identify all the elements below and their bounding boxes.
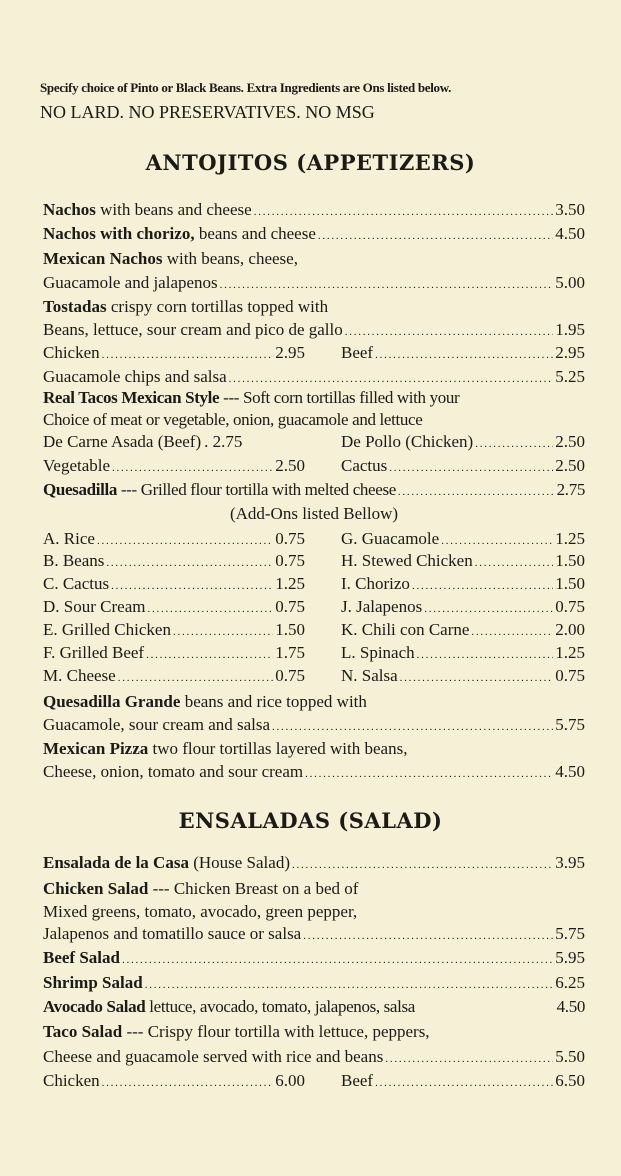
addon-name: L. Spinach [341, 643, 415, 662]
item-name: Guacamole chips and salsa [43, 367, 227, 386]
menu-item-mexican-pizza [43, 737, 585, 761]
item-price: 5.75 [555, 715, 585, 734]
item-desc: Beans, lettuce, sour cream and pico de gallo [43, 320, 343, 339]
addons-note [43, 502, 585, 526]
option-price: 2.50 [555, 432, 585, 451]
option-name: Vegetable [43, 456, 111, 475]
option-name: Chicken [43, 343, 100, 362]
section-heading-appetizers: ANTOJITOS (APPETIZERS) [145, 150, 476, 175]
item-price: 5.75 [555, 924, 585, 943]
addon-row [43, 618, 585, 642]
menu-item-tostadas-line2 [43, 318, 585, 342]
option-name: Cactus [341, 456, 388, 475]
item-price: 3.95 [555, 853, 585, 872]
menu-item-taco-salad-options [43, 1069, 585, 1093]
addon-price: 0.75 [275, 597, 305, 616]
menu-item-nachos [43, 198, 585, 222]
addon-price: 1.50 [275, 620, 305, 639]
item-name: Ensalada de la Casa [43, 853, 189, 872]
addon-row [43, 527, 585, 551]
dot-leader [475, 430, 553, 456]
menu-item-chicken-salad-line3 [43, 922, 585, 946]
menu-item-mexican-pizza-line2 [43, 760, 585, 784]
addon-name: J. Jalapenos [341, 597, 423, 616]
item-name: Quesadilla Grande [43, 692, 181, 711]
addon-name: N. Salsa [341, 666, 398, 685]
item-name: Taco Salad [43, 1022, 123, 1041]
item-desc: (House Salad) [188, 853, 290, 872]
dot-leader [318, 222, 553, 248]
item-desc: --- Soft corn tortillas filled with your [219, 388, 460, 407]
menu-item-tacos-options-1 [43, 430, 585, 454]
option-name: Chicken [43, 1071, 100, 1090]
dot-leader [112, 454, 273, 480]
item-desc: lettuce, avocado, tomato, jalapenos, salsa [145, 997, 415, 1016]
dot-leader [398, 478, 555, 504]
menu-item-real-tacos-line2 [43, 408, 585, 432]
option-name: Beef [341, 1071, 374, 1090]
addon-price: 1.25 [275, 574, 305, 593]
item-price: 5.00 [555, 273, 585, 292]
item-desc: two flour tortillas layered with beans, [148, 739, 408, 758]
addon-name: E. Grilled Chicken [43, 620, 171, 639]
addon-name: A. Rice [43, 529, 95, 548]
item-name: Tostadas [43, 297, 107, 316]
dot-leader [385, 1045, 553, 1071]
menu-item-taco-salad-line2 [43, 1045, 585, 1069]
addon-name: K. Chili con Carne [341, 620, 470, 639]
item-price: 2.75 [556, 480, 585, 499]
menu-item-tostadas [43, 295, 585, 319]
item-name: Mexican Pizza [43, 739, 149, 758]
item-desc: crispy corn tortillas topped with [106, 297, 329, 316]
item-desc: Cheese, onion, tomato and sour cream [43, 762, 304, 781]
dot-leader [303, 922, 553, 948]
dot-leader [375, 341, 553, 367]
option-name: Beef [341, 343, 374, 362]
item-desc: --- Grilled flour tortilla with melted cheese [116, 480, 396, 499]
option-price: 6.00 [275, 1071, 305, 1090]
menu-item-tostadas-options [43, 341, 585, 365]
item-desc: Guacamole and jalapenos [43, 273, 218, 292]
addon-price: 1.50 [555, 551, 585, 570]
dot-leader [118, 664, 274, 690]
addon-price: 2.00 [555, 620, 585, 639]
menu-item-shrimp-salad [43, 971, 585, 995]
menu-item-tacos-options-2 [43, 454, 585, 478]
item-desc: Jalapenos and tomatillo sauce or salsa [43, 924, 302, 943]
option-price: 2.50 [275, 456, 305, 475]
dot-leader [145, 971, 554, 997]
dot-leader [292, 851, 553, 877]
addon-name: D. Sour Cream [43, 597, 146, 616]
item-name: Nachos [43, 200, 96, 219]
option-name: De Pollo (Chicken) [341, 432, 474, 451]
menu-item-quesadilla [43, 478, 585, 502]
item-name: Mexican Nachos [43, 249, 163, 268]
option-price: 2.50 [555, 456, 585, 475]
addons-note-text: (Add-Ons listed Bellow) [229, 504, 399, 523]
item-desc: Mixed greens, tomato, avocado, green pepper, [43, 902, 358, 921]
dot-leader [254, 198, 554, 224]
option-price: 2.95 [275, 343, 305, 362]
item-desc: Cheese and guacamole served with rice and beans [43, 1047, 384, 1066]
item-desc: beans and rice topped with [180, 692, 367, 711]
menu-item-nachos-chorizo [43, 222, 585, 246]
item-name: Shrimp Salad [43, 973, 143, 992]
item-desc: --- Chicken Breast on a bed of [148, 879, 359, 898]
menu-note-beans: Specify choice of Pinto or Black Beans. Extra Ingredients are Ons listed below. [40, 80, 452, 95]
item-price: 4.50 [555, 762, 585, 781]
addon-price: 1.75 [275, 643, 305, 662]
item-name: Avocado Salad [43, 997, 146, 1016]
menu-item-mexican-nachos-line2 [43, 271, 585, 295]
item-desc: --- Crispy flour tortilla with lettuce, peppers, [122, 1022, 430, 1041]
dot-leader [375, 1069, 553, 1095]
addon-name: M. Cheese [43, 666, 116, 685]
menu-item-ensalada-casa [43, 851, 585, 875]
dot-leader [389, 454, 553, 480]
addon-price: 1.25 [555, 643, 585, 662]
dot-leader [305, 760, 553, 786]
addon-price: 0.75 [275, 529, 305, 548]
option-price: 2.95 [555, 343, 585, 362]
dot-leader [220, 271, 554, 297]
menu-item-chicken-salad-line2 [43, 900, 585, 924]
item-desc: Choice of meat or vegetable, onion, guacamole and lettuce [43, 410, 423, 429]
item-price: 5.25 [555, 367, 585, 386]
item-desc: with beans, cheese, [162, 249, 298, 268]
addon-row [43, 572, 585, 596]
addon-name: G. Guacamole [341, 529, 440, 548]
addon-name: I. Chorizo [341, 574, 410, 593]
addon-name: H. Stewed Chicken [341, 551, 473, 570]
section-heading-salads: ENSALADAS (SALAD) [178, 808, 443, 833]
item-price: 4.50 [555, 224, 585, 243]
menu-item-taco-salad [43, 1020, 585, 1044]
item-desc: with beans and cheese [95, 200, 252, 219]
addon-row [43, 664, 585, 688]
menu-item-quesadilla-grande [43, 690, 585, 714]
item-desc: beans and cheese [194, 224, 316, 243]
addon-price: 1.50 [555, 574, 585, 593]
addon-price: 0.75 [555, 597, 585, 616]
addon-name: B. Beans [43, 551, 105, 570]
item-name: Chicken Salad [43, 879, 149, 898]
menu-item-chicken-salad [43, 877, 585, 901]
addon-row [43, 595, 585, 619]
menu-item-avocado-salad [43, 995, 585, 1019]
dot-leader [400, 664, 554, 690]
menu-item-mexican-nachos [43, 247, 585, 271]
item-price: 3.50 [555, 200, 585, 219]
item-name: Real Tacos Mexican Style [43, 388, 220, 407]
addon-name: F. Grilled Beef [43, 643, 145, 662]
item-name: Quesadilla [43, 480, 117, 499]
item-price: 5.50 [555, 1047, 585, 1066]
dot-leader [272, 713, 553, 739]
item-price: 5.95 [555, 948, 585, 967]
addon-row [43, 641, 585, 665]
addon-name: C. Cactus [43, 574, 110, 593]
menu-item-real-tacos [43, 386, 585, 410]
dot-leader [102, 341, 274, 367]
item-price: 1.95 [555, 320, 585, 339]
menu-note-no-lard: NO LARD. NO PRESERVATIVES. NO MSG [40, 102, 375, 122]
item-price: 4.50 [556, 997, 585, 1016]
item-desc: Guacamole, sour cream and salsa [43, 715, 271, 734]
addon-price: 1.25 [555, 529, 585, 548]
addon-price: 0.75 [275, 666, 305, 685]
addon-price: 0.75 [275, 551, 305, 570]
menu-item-beef-salad [43, 946, 585, 970]
item-price: 6.25 [555, 973, 585, 992]
dot-leader [122, 946, 553, 972]
option-name: De Carne Asada (Beef) [43, 432, 202, 451]
item-name: Beef Salad [43, 948, 120, 967]
menu-item-quesadilla-grande-line2 [43, 713, 585, 737]
option-price: . 2.75 [204, 432, 243, 451]
addon-price: 0.75 [555, 666, 585, 685]
item-name: Nachos with chorizo, [43, 224, 195, 243]
option-price: 6.50 [555, 1071, 585, 1090]
dot-leader [102, 1069, 274, 1095]
addon-row [43, 549, 585, 573]
